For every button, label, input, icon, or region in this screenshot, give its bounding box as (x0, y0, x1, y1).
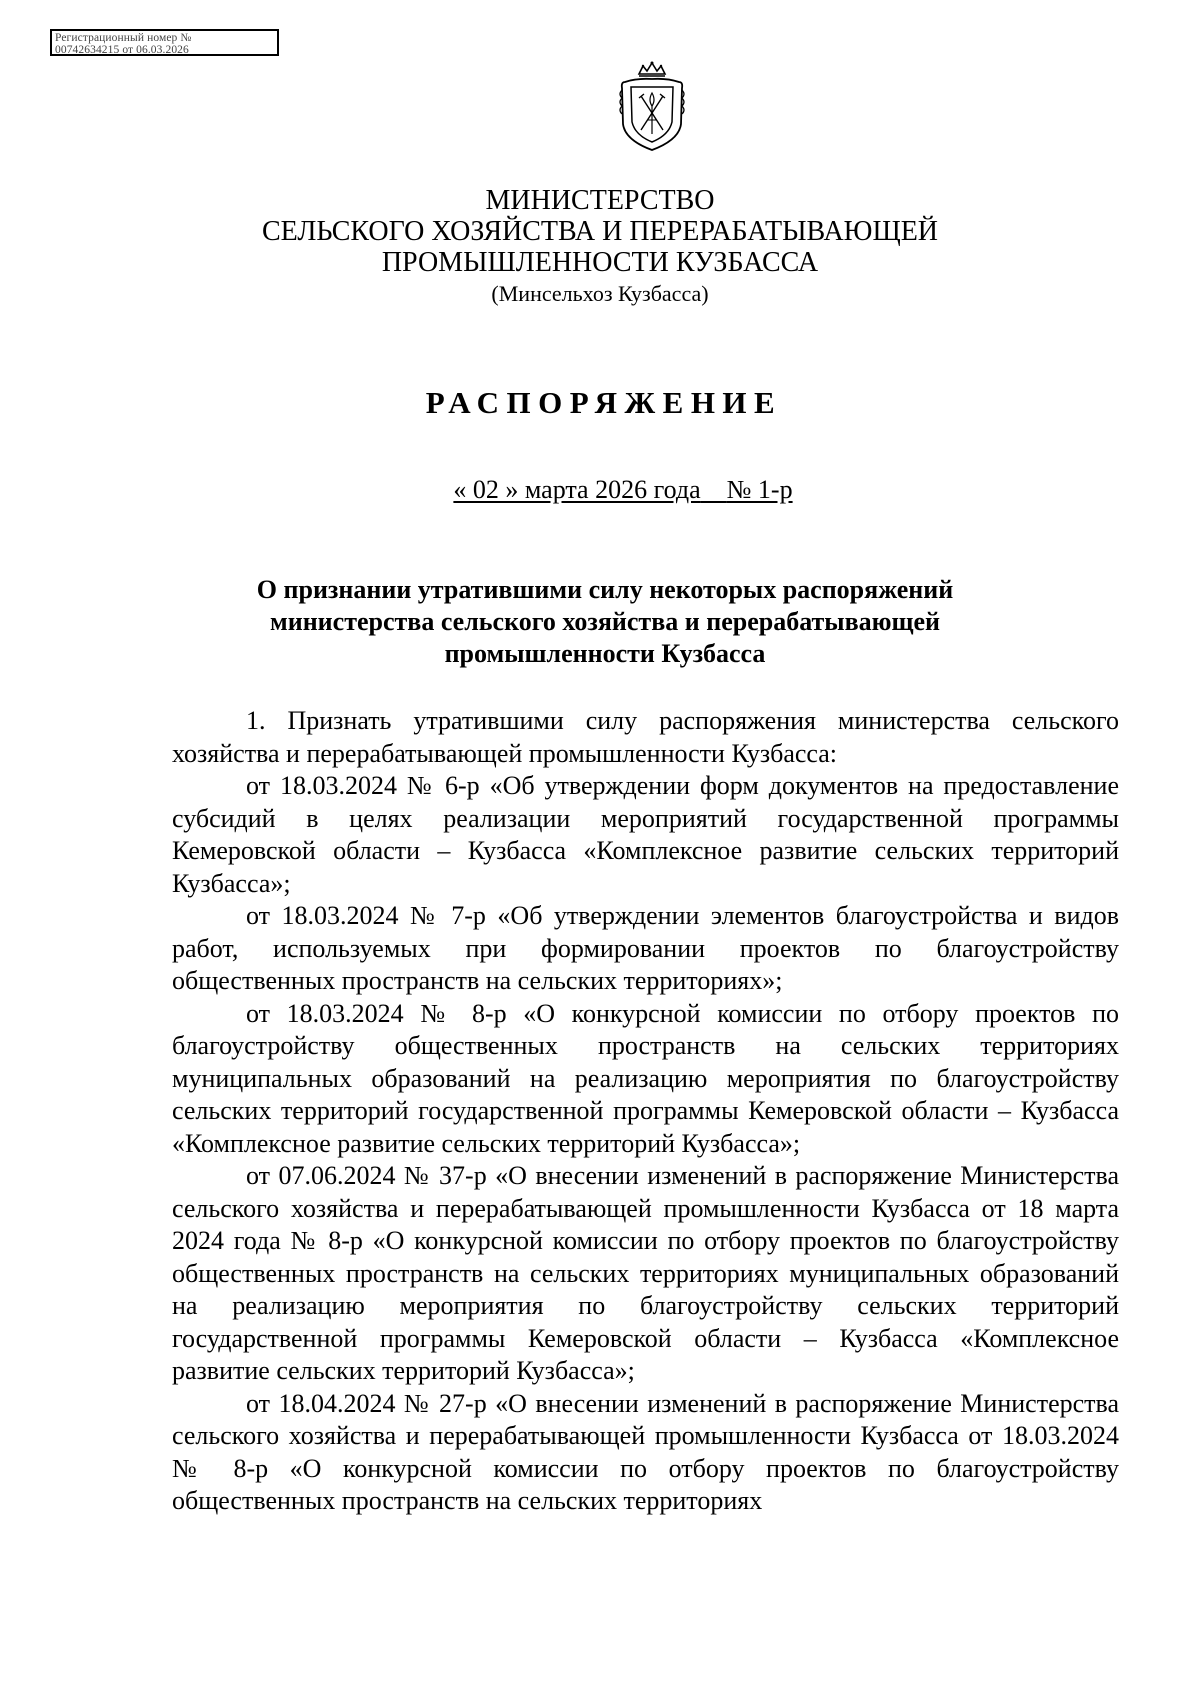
document-type: РАСПОРЯЖЕНИЕ (425, 385, 783, 420)
date-number-gap (701, 475, 727, 504)
paragraph: 1. Признать утратившими силу распоряжения министерства сельского хозяйства и перерабатывающей промышленности Кузбасса: (172, 706, 1119, 768)
document-body (172, 705, 1119, 1518)
paragraph: от 18.04.2024 № 27-р «О внесении изменений в распоряжение Министерства сельского хозяйства и перерабатывающей промышленности Кузбасса от 18.03.2024 № 8-р «О конкурсной комиссии по отбору проектов по благоустройству общественных пространств на сельских территориях (172, 1388, 1119, 1515)
document-date-number (0, 475, 1200, 505)
paragraph: от 18.03.2024 № 8-р «О конкурсной комиссии по отбору проектов по благоустройству общественных пространств на сельских территориях муниципальных образований на реализацию мероприятия по благоустройству сельских территорий государственной программы Кемеровской области – Кузбасса «Комплексное развитие сельских территорий Кузбасса»; (172, 998, 1119, 1158)
registration-number: 00742634215 от 06.03.2026 (55, 44, 189, 56)
paragraph: от 18.03.2024 № 7-р «Об утверждении элементов благоустройства и видов работ, используемых при формировании проектов по благоустройству общественных пространств на сельских территориях»; (172, 901, 1119, 995)
registration-label: Регистрационный номер № (55, 32, 192, 44)
org-line-1: МИНИСТЕРСТВО (485, 185, 715, 216)
document-date: « 02 » марта 2026 года (453, 475, 701, 504)
organization-header (0, 185, 1200, 309)
document-title: О признании утратившими силу некоторых распоряжений министерства сельского хозяйства и перерабатывающей промышленности Кузбасса (256, 575, 954, 668)
org-short-name: (Минсельхоз Кузбасса) (491, 281, 709, 306)
paragraph: от 07.06.2024 № 37-р «О внесении изменений в распоряжение Министерства сельского хозяйства и перерабатывающей промышленности Кузбасса от 18 марта 2024 года № 8-р «О конкурсной комиссии по отбору проектов по благоустройству общественных пространств на сельских территориях муниципальных образований на реализацию мероприятия по благоустройству сельских территорий государственной программы Кемеровской области – Кузбасса «Комплексное развитие сельских территорий Кузбасса»; (172, 1161, 1119, 1385)
org-line-3: ПРОМЫШЛЕННОСТИ КУЗБАССА (381, 247, 819, 278)
org-line-2: СЕЛЬСКОГО ХОЗЯЙСТВА И ПЕРЕРАБАТЫВАЮЩЕЙ (261, 216, 939, 247)
document-number: № 1-р (726, 475, 793, 504)
kuzbass-coat-of-arms-icon (617, 60, 687, 152)
paragraph: от 18.03.2024 № 6-р «Об утверждении форм документов на предоставление субсидий в целях реализации мероприятий государственной программы Кемеровской области – Кузбасса «Комплексное развитие сельских территорий Кузбасса»; (172, 771, 1119, 898)
registration-stamp (50, 29, 279, 56)
